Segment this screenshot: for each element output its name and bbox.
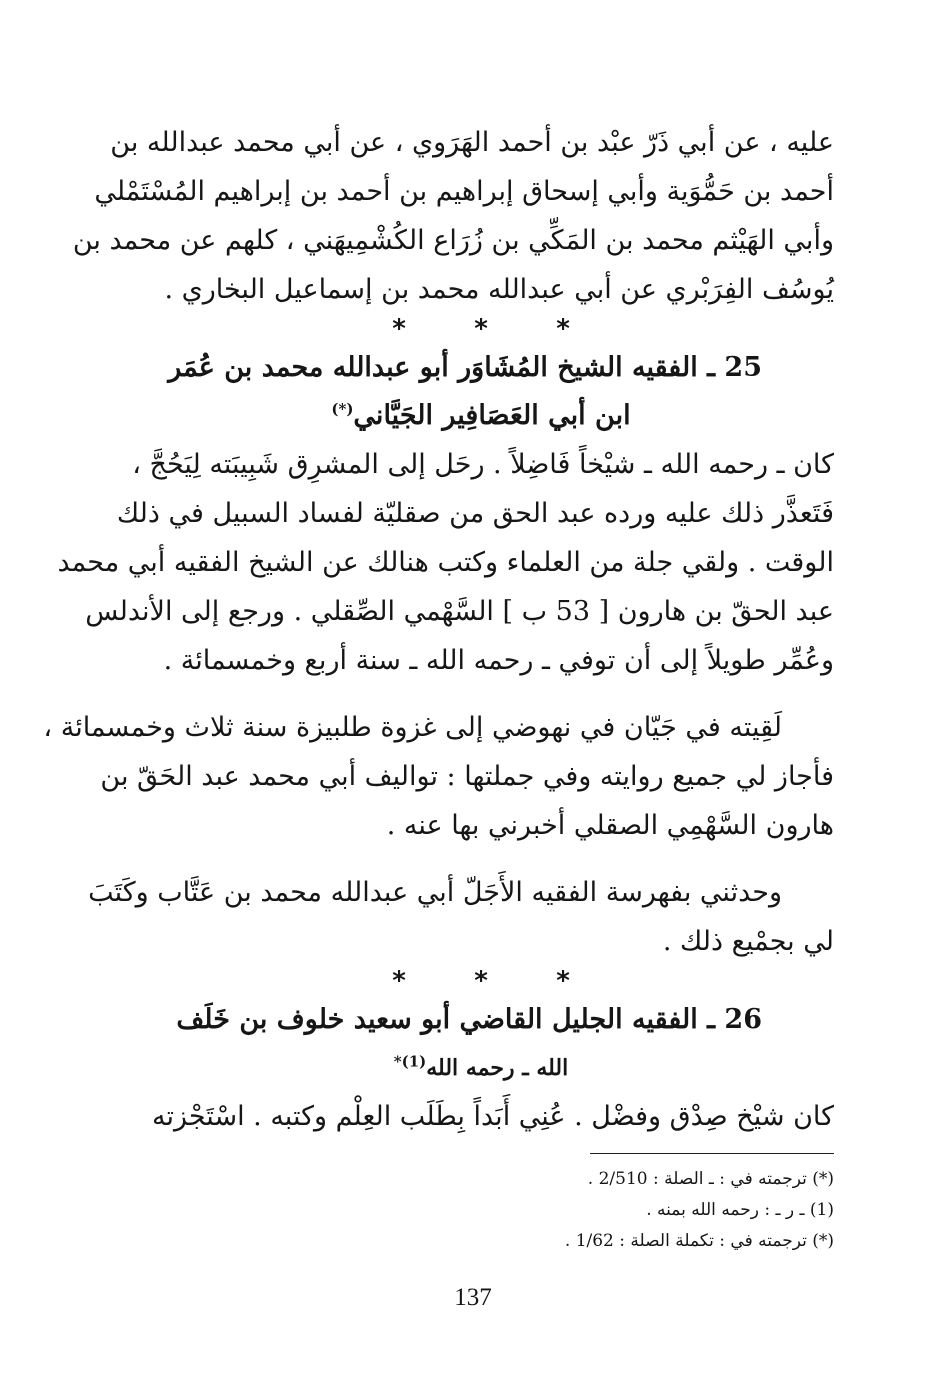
text-line: يُوسُف الفِرَبْري عن أبي عبدالله محمد بن إسماعيل البخاري . [164,274,834,305]
text-line: أحمد بن حَمُّوَية وأبي إسحاق إبراهيم بن أحمد بن إبراهيم المُسْتَمْلي [94,176,834,207]
separator-star: * [392,314,406,344]
entry-25-name: ابن أبي العَصَافِير الجَيَّاني [353,400,631,431]
separator-star: * [474,314,488,344]
text-line: لَقِيته في جَيّان في نهوضي إلى غزوة طلبيزة سنة ثلاث وخمسمائة ، [43,712,782,743]
text-line: وأبي الهَيْثم محمد بن المَكِّي بن زُرَاع الكُشْمِيهَني ، كلهم عن محمد بن [72,225,834,256]
entry-26-heading: 26 ـ الفقيه الجليل القاضي أبو سعيد خلوف بن خَلَف [176,1004,762,1035]
page-number: 137 [454,1284,492,1311]
text-line: الوقت . ولقي جلة من العلماء وكتب هنالك عن الشيخ الفقيه أبي محمد [57,547,834,578]
separator-star: * [392,966,406,996]
footnote-marker: (*) [331,400,354,418]
entry-25-heading-line2 [128,392,834,440]
paragraph-opening [72,118,834,314]
footnote-marker: (1)* [393,1052,427,1071]
text-line: لي بجمْيع ذلك . [662,926,834,957]
footnote: (1) ـ ر ـ : رحمه الله بمنه . [646,1200,834,1220]
footnotes [128,1164,834,1257]
text-line: كان ـ رحمه الله ـ شيْخاً فَاضِلاً . رحَل إلى المشرِق شَبِيبَته لِيَحُجَّ ، [132,449,834,480]
entry-26-heading-line2 [128,1044,834,1092]
text-line: فَتَعذَّر ذلك عليه ورده عبد الحق من صقليّة لفساد السبيل في ذلك [116,498,834,529]
entry-25-paragraph-3 [88,868,834,966]
entry-25-body [57,440,834,685]
text-line: عليه ، عن أبي ذَرّ عبْد بن أحمد الهَرَوي ، عن أبي محمد عبدالله بن [110,127,834,158]
text-line: عبد الحقّ بن هارون [ 53 ب ] السَّهْمي الصِّقلي . ورجع إلى الأندلس [85,596,834,627]
entry-26-name: الله ـ رحمه الله [426,1055,569,1081]
text-line: وحدثني بفهرسة الفقيه الأَجَلّ أبي عبدالله محمد بن عَتَّاب وكَتَبَ [88,877,782,908]
entry-26-body-line: كان شيْخ صِدْق وفضْل . عُنِي أَبَداً بِطَلَب العِلْم وكتبه . اسْتَجْزته [151,1101,834,1132]
footnote: (*) ترجمته في : تكملة الصلة : 1/62 . [564,1231,834,1251]
page-body [43,118,834,1257]
section-separator [128,966,834,996]
text-line: فأجاز لي جميع روايته وفي جملتها : تواليف أبي محمد عبد الحَقّ بن [100,761,834,792]
text-line: وعُمِّر طويلاً إلى أن توفي ـ رحمه الله ـ سنة أربع وخمسمائة . [163,645,834,676]
separator-star: * [474,966,488,996]
footnote: (*) ترجمته في : ـ الصلة : 2/510 . [587,1169,834,1189]
section-separator [128,314,834,344]
entry-25-heading: 25 ـ الفقيه الشيخ المُشَاوَر أبو عبدالله محمد بن عُمَر [168,352,762,383]
entry-25-paragraph-2 [43,703,834,850]
separator-star: * [556,966,570,996]
footnote-divider [590,1153,834,1154]
text-line: هارون السَّهْمِي الصقلي أخبرني بها عنه . [386,810,834,841]
separator-star: * [556,314,570,344]
